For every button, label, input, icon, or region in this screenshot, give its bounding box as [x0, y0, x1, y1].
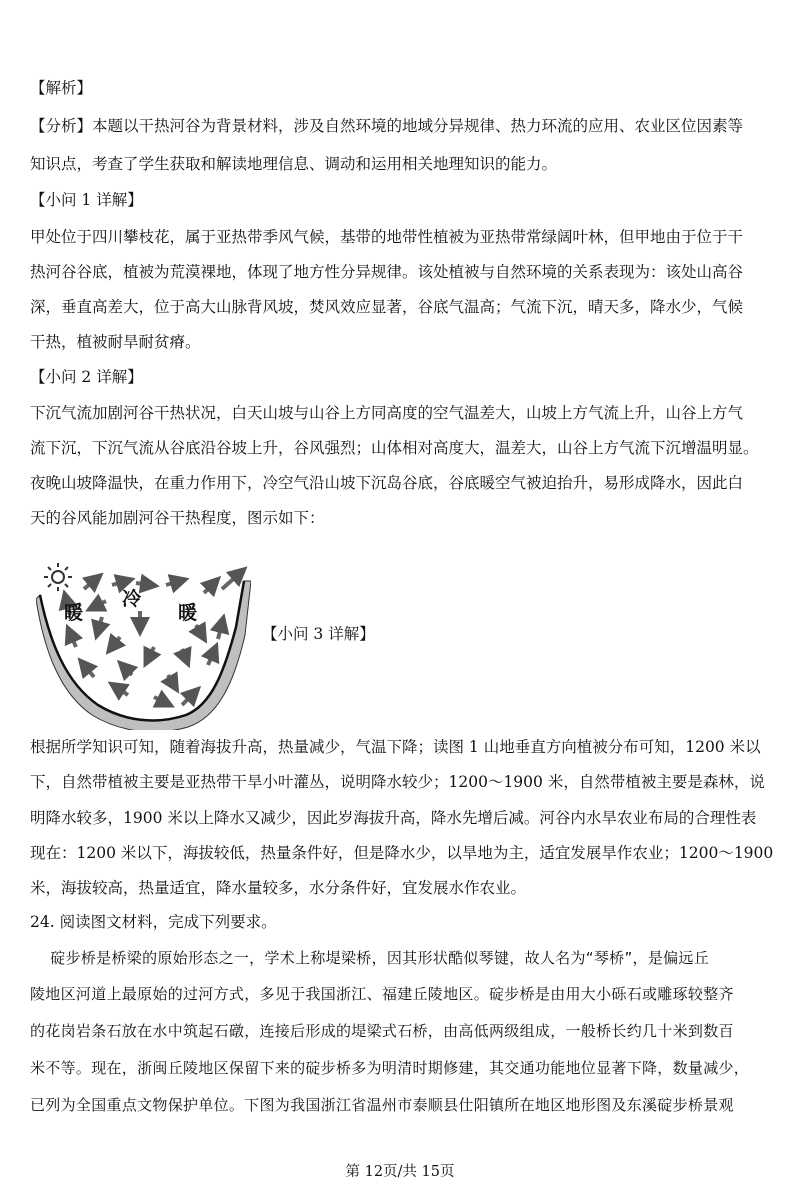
subquestion-3-line: 下，自然带植被主要是亚热带干旱小叶灌丛，说明降水较少；1200～1900 米，自然带植被主要是森林，说: [30, 773, 765, 791]
subquestion-2-line: 夜晚山坡降温快，在重力作用下，冷空气沿山坡下沉岛谷底，谷底暖空气被迫抬升，易形成降水，因此白: [30, 474, 744, 492]
material-passage-line: 米不等。现在，浙闽丘陵地区保留下来的碇步桥多为明清时期修建，其交通功能地位显著下降，数量减少，: [30, 1059, 750, 1077]
section-heading-analysis: 【解析】: [30, 79, 93, 97]
label-warm-left: 暖: [64, 602, 84, 624]
subquestion-3-heading: 【小问 3 详解】: [262, 625, 375, 643]
subquestion-3-line: 米，海拔较高，热量适宜，降水量较多，水分条件好，宜发展水作农业。: [30, 879, 527, 897]
subquestion-2-line: 下沉气流加剧河谷干热状况，白天山坡与山谷上方同高度的空气温差大，山坡上方气流上升，山谷上方气: [30, 404, 744, 422]
subquestion-3-line: 根据所学知识可知，随着海拔升高，热量减少，气温下降；读图 1 山地垂直方向植被分布可知，1200 米以: [30, 738, 761, 756]
subquestion-1-heading: 【小问 1 详解】: [30, 191, 143, 209]
label-warm-right: 暖: [178, 602, 198, 624]
airflow-arrows: [66, 573, 240, 705]
subquestion-3-line: 明降水较多，1900 米以上降水又减少，因此岁海拔升高，降水先增后减。河谷内水旱农业布局的合理性表: [30, 809, 757, 827]
subquestion-1-line: 热河谷谷底，植被为荒漠裸地，体现了地方性分异规律。该处植被与自然环境的关系表现为：该处山高谷: [30, 263, 744, 281]
question-24-title: 24. 阅读图文材料，完成下列要求。: [30, 913, 277, 931]
material-passage-line: 已列为全国重点文物保护单位。下图为我国浙江省温州市泰顺县仕阳镇所在地区地形图及东溪碇步桥景观: [30, 1096, 734, 1114]
material-passage-line: 碇步桥是桥梁的原始形态之一，学术上称堤梁桥，因其形状酷似琴键，故人名为“琴桥”，是偏远丘: [30, 949, 710, 967]
subquestion-1-line: 干热，植被耐旱耐贫瘠。: [30, 333, 201, 351]
material-passage-line: 的花岗岩条石放在水中筑起石礅，连接后形成的堤梁式石桥，由高低两级组成，一般桥长约几十米到数百: [30, 1022, 734, 1040]
subquestion-2-line: 流下沉，下沉气流从谷底沿谷坡上升，谷风强烈；山体相对高度大，温差大，山谷上方气流下沉增温明显。: [30, 439, 759, 457]
analysis-paragraph-line: 知识点，考查了学生获取和解读地理信息、调动和运用相关地理知识的能力。: [30, 155, 558, 173]
sun-icon: [44, 563, 72, 591]
subquestion-2-line: 天的谷风能加剧河谷干热程度，图示如下：: [30, 509, 325, 527]
material-passage-line: 陵地区河道上最原始的过河方式，多见于我国浙江、福建丘陵地区。碇步桥是由用大小砾石或雕琢较整齐: [30, 985, 734, 1003]
subquestion-1-line: 深，垂直高差大，位于高大山脉背风坡，焚风效应显著，谷底气温高；气流下沉，晴天多，降水少，气候: [30, 298, 744, 316]
subquestion-1-line: 甲处位于四川攀枝花，属于亚热带季风气候，基带的地带性植被为亚热带常绿阔叶林，但甲地由于位于干: [30, 228, 744, 246]
valley-circulation-diagram: [36, 555, 251, 730]
analysis-paragraph-line: 【分析】本题以干热河谷为背景材料，涉及自然环境的地域分异规律、热力环流的应用、农业区位因素等: [30, 117, 744, 135]
label-cold: 冷: [122, 588, 142, 610]
subquestion-3-line: 现在：1200 米以下，海拔较低，热量条件好，但是降水少，以旱地为主，适宜发展旱作农业；1200～1900: [30, 844, 774, 862]
subquestion-2-heading: 【小问 2 详解】: [30, 368, 143, 386]
page-number-footer: 第 12页/共 15页: [345, 1164, 455, 1180]
